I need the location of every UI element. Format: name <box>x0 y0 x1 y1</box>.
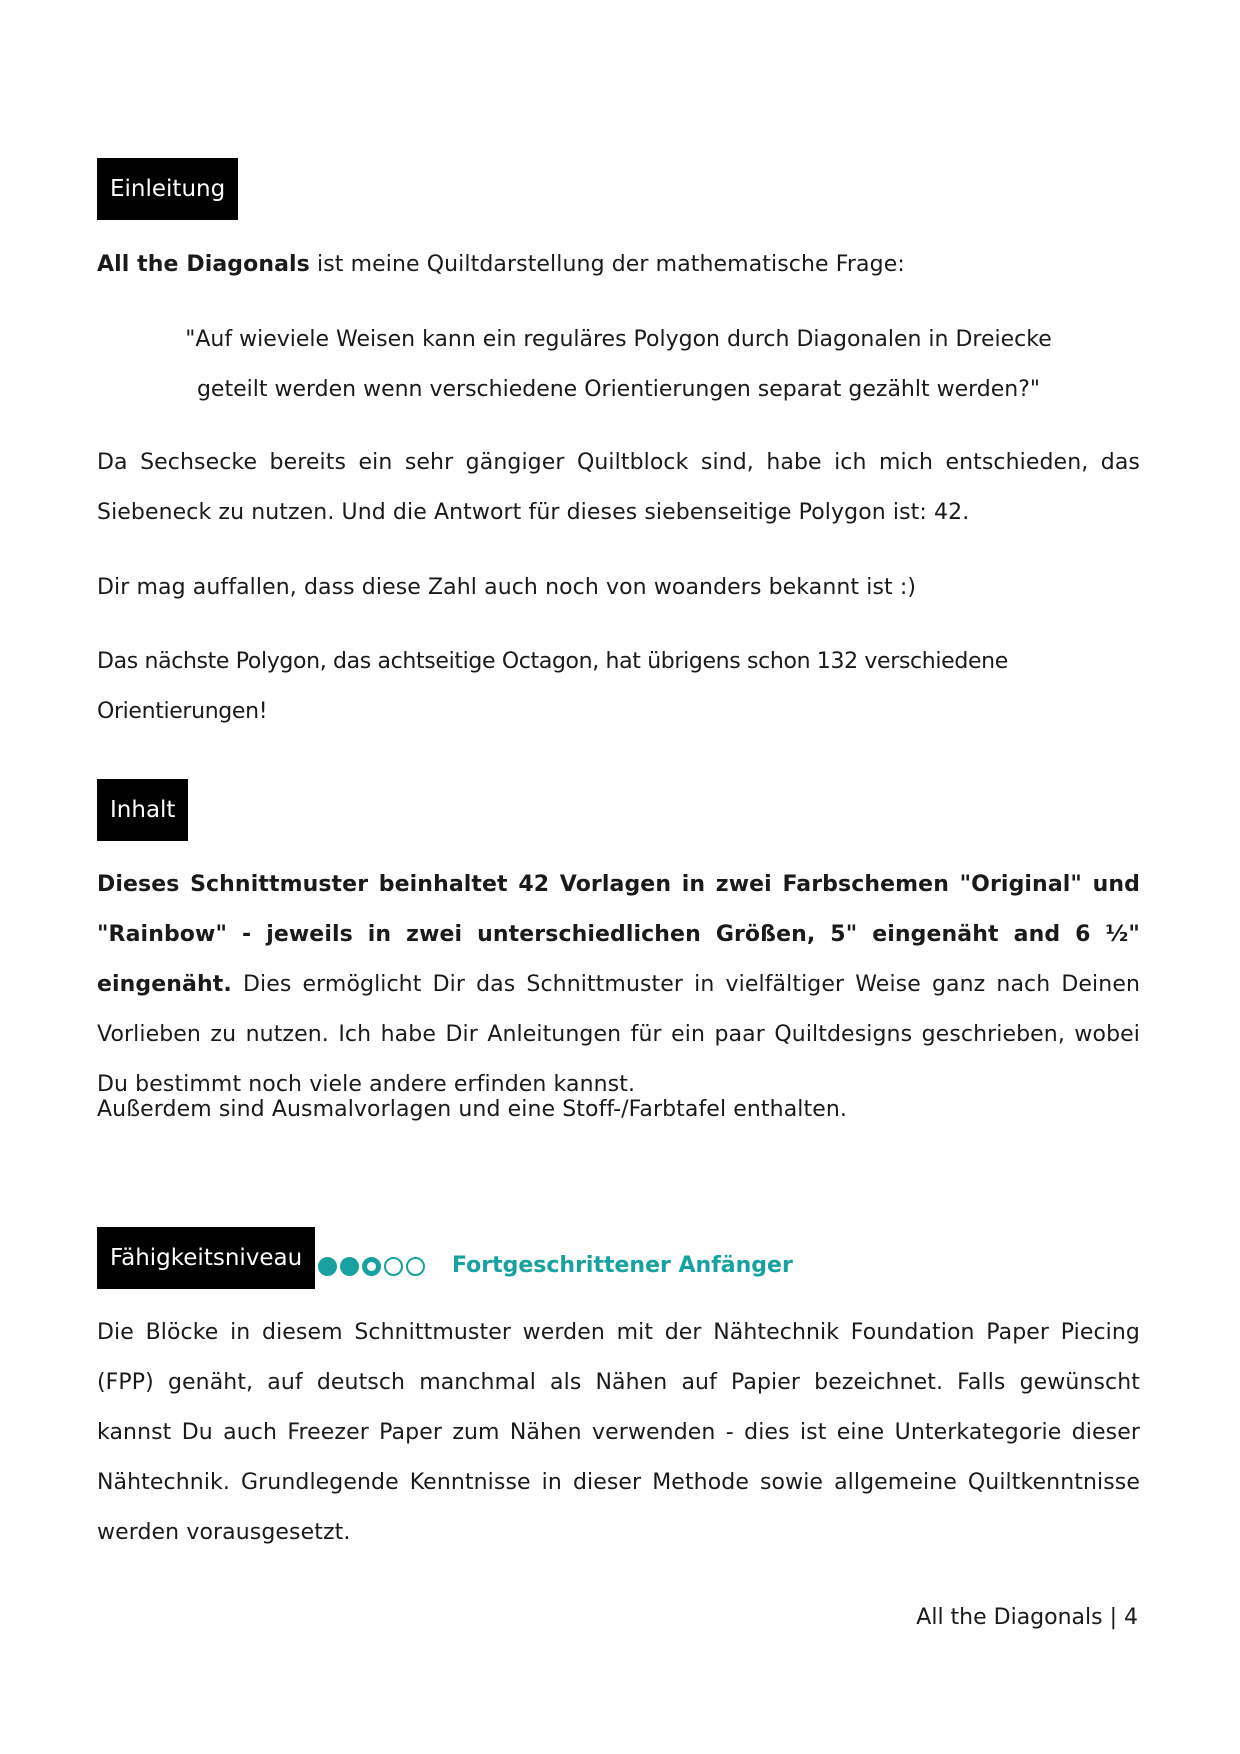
skill-paragraph-1: Die Blöcke in diesem Schnittmuster werden mit der Nähtechnik Foundation Paper Piecing (FPP) genäht, auf deutsch manchmal als Nähen auf Papier bezeichnet. Falls gewünscht kannst Du auch Freezer Paper zum Nähen verwenden - dies ist eine Unterkategorie dieser Nähtechnik. Grundlegende Kenntnisse in dieser Methode sowie allgemeine Quiltkenntnisse werden vorausgesetzt. <box>97 1320 1140 1545</box>
section-heading-intro: Einleitung <box>97 158 238 220</box>
content-paragraph-2: Außerdem sind Ausmalvorlagen und eine Stoff-/Farbtafel enthalten. <box>97 1097 847 1122</box>
page-footer: All the Diagonals | 4 <box>916 1605 1138 1630</box>
skill-level-rating <box>318 1254 425 1278</box>
quote-line-2: geteilt werden wenn verschiedene Orientierungen separat gezählt werden?" <box>196 377 1041 402</box>
quote-line-1: "Auf wieviele Weisen kann ein reguläres Polygon durch Diagonalen in Dreiecke <box>185 327 1052 352</box>
title-bold: All the Diagonals <box>97 252 310 277</box>
skill-level-text: Fortgeschrittener Anfänger <box>452 1253 793 1278</box>
intro-paragraph-3: Dir mag auffallen, dass diese Zahl auch noch von woanders bekannt ist :) <box>97 575 917 600</box>
intro-paragraph-1-rest: ist meine Quiltdarstellung der mathematische Frage: <box>309 252 905 277</box>
intro-paragraph-1 <box>97 240 1140 290</box>
section-heading-skill: Fähigkeitsniveau <box>97 1227 315 1289</box>
intro-paragraph-2: Da Sechsecke bereits ein sehr gängiger Quiltblock sind, habe ich mich entschieden, das Siebeneck zu nutzen. Und die Antwort für dieses siebenseitige Polygon ist: 42. <box>97 450 1140 525</box>
rating-dot-filled-icon <box>340 1257 359 1276</box>
section-heading-content: Inhalt <box>97 779 188 841</box>
content-paragraph-1-bold: Dieses Schnittmuster beinhaltet 42 Vorlagen in zwei Farbschemen "Original" und "Rainbow" - jeweils in zwei unterschiedlichen Größen, 5" eingenäht and 6 ½" eingenäht. <box>97 872 1140 997</box>
content-paragraph-1-rest: Dies ermöglicht Dir das Schnittmuster in vielfältiger Weise ganz nach Deinen Vorlieben zu nutzen. Ich habe Dir Anleitungen für ein paar Quiltdesigns geschrieben, wobei Du bestimmt noch viele andere erfinden kannst. <box>97 972 1140 1097</box>
rating-dot-filled-icon <box>318 1257 337 1276</box>
content-paragraph-1 <box>97 860 1140 1110</box>
rating-dot-empty-icon <box>406 1257 425 1276</box>
intro-paragraph-4: Das nächste Polygon, das achtseitige Octagon, hat übrigens schon 132 verschiedene Orientierungen! <box>97 649 1008 724</box>
rating-dot-empty-icon <box>384 1257 403 1276</box>
rating-dot-half-icon <box>362 1257 381 1276</box>
